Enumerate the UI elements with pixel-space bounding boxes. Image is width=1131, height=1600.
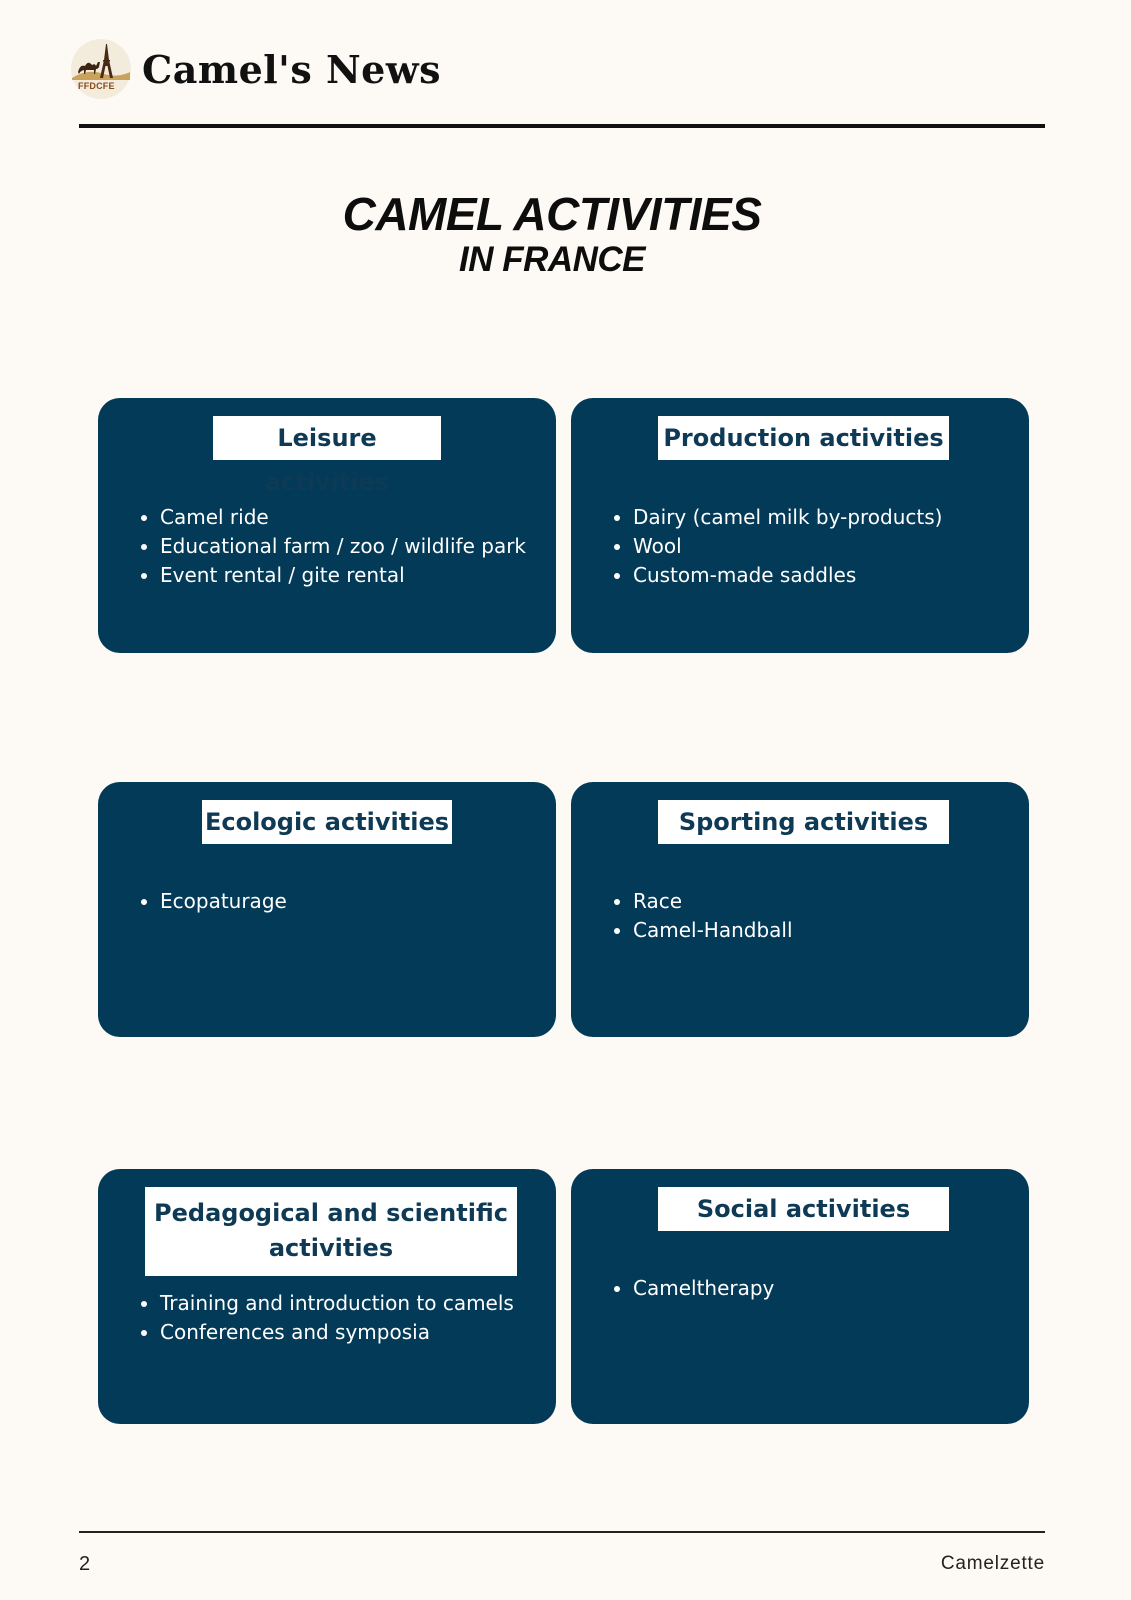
page-title [0,188,1104,280]
card-list [609,1274,774,1303]
card-label: Ecologic activities [202,800,452,844]
masthead [70,38,441,100]
list-item: • Event rental / gite rental [160,561,526,590]
card-ecologic-activities [98,782,556,1037]
card-production-activities [571,398,1029,653]
card-label-line-2: activities [268,1234,394,1262]
card-label: Sporting activities [658,800,949,844]
card-list [609,887,793,945]
list-item: • Ecopaturage [160,887,287,916]
title-main: CAMEL ACTIVITIES [342,188,762,240]
list-item: • Cameltherapy [633,1274,774,1303]
card-label-line-1: Pedagogical and scientific [154,1199,508,1227]
card-list [136,1289,514,1347]
card-list [136,887,287,916]
card-leisure-activities [98,398,556,653]
card-label: Production activities [658,416,949,460]
card-sporting-activities [571,782,1029,1037]
list-item: • Camel ride [160,503,526,532]
card-list [609,503,942,590]
list-item: • Camel-Handball [633,916,793,945]
title-sub: IN FRANCE [458,240,646,279]
card-list [136,503,526,590]
list-item: • Custom-made saddles [633,561,942,590]
list-item: • Race [633,887,793,916]
footer-divider [79,1531,1045,1533]
list-item: • Educational farm / zoo / wildlife park [160,532,526,561]
card-label: Social activities [658,1187,949,1231]
list-item: • Dairy (camel milk by-products) [633,503,942,532]
card-social-activities [571,1169,1029,1424]
page-number: 2 [79,1553,91,1575]
footer-brand: Camelzette [940,1553,1045,1574]
list-item: • Wool [633,532,942,561]
header-divider [79,124,1045,128]
list-item: • Conferences and symposia [160,1318,514,1347]
brand-title: Camel's News [142,46,441,92]
card-pedagogical-scientific-activities [98,1169,556,1424]
card-label [145,1187,517,1276]
ffdcfe-logo [70,38,132,100]
card-label: Leisure activities [213,416,441,460]
list-item: • Training and introduction to camels [160,1289,514,1318]
logo-text: FFDCFE [78,81,115,91]
